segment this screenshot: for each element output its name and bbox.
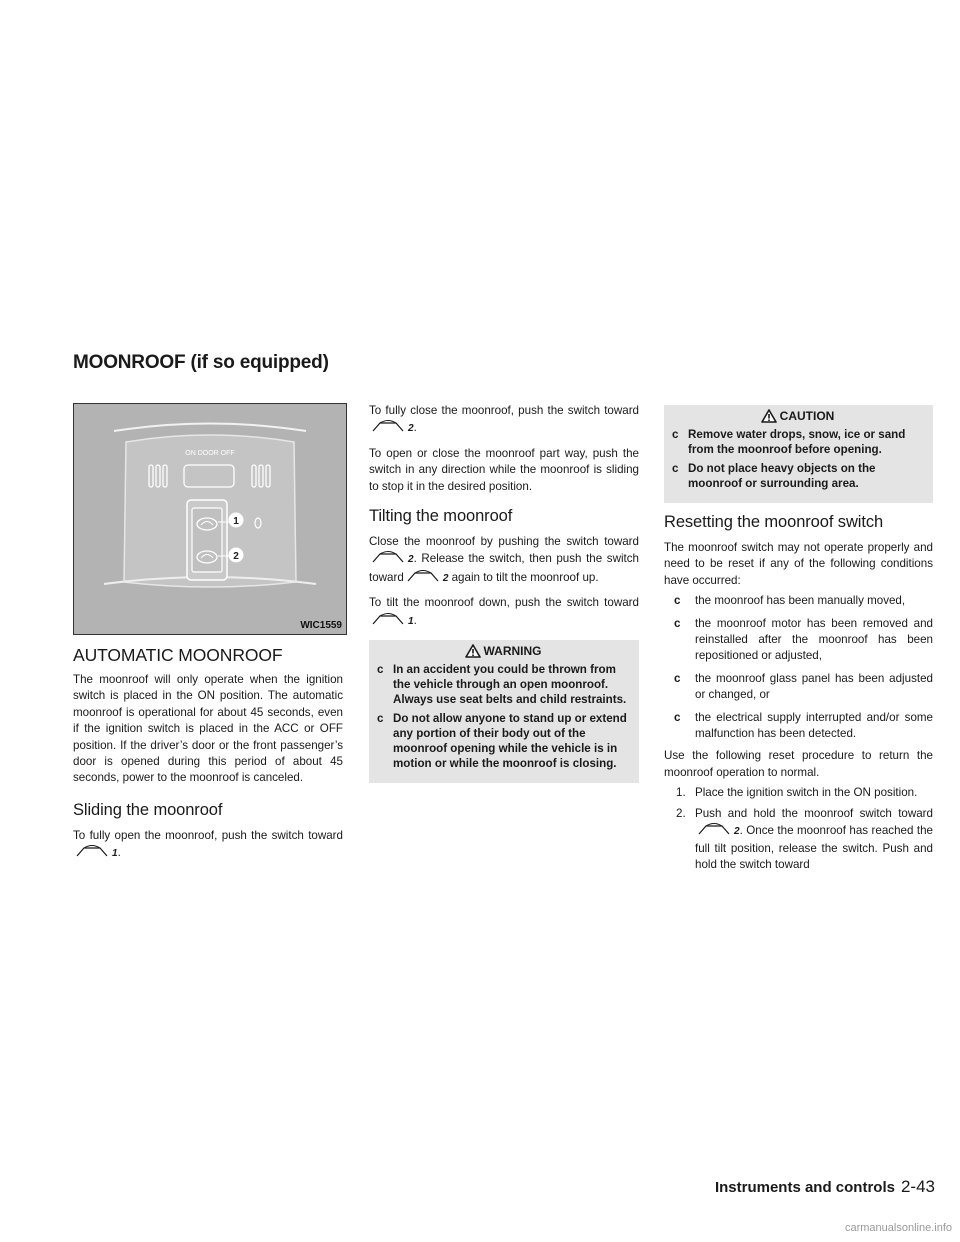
- caution-header: [672, 409, 923, 423]
- switch-labels-text: ON DOOR OFF: [185, 450, 235, 457]
- step-item: [664, 806, 933, 874]
- sliding-open-paragraph: [73, 828, 343, 863]
- tilting-heading: Tilting the moonroof: [369, 507, 513, 526]
- moonroof-switch-illustration: [74, 404, 346, 634]
- warning-triangle-icon: [465, 644, 481, 658]
- column-2: [369, 403, 639, 783]
- circle-number-1: 1: [408, 615, 414, 627]
- moonroof-slide-icon: [406, 569, 440, 583]
- circle-number-2: 2: [442, 572, 449, 584]
- watermark: carmanualsonline.info: [844, 1222, 952, 1234]
- reset-steps-list: [664, 785, 933, 873]
- page-footer: [715, 1177, 935, 1197]
- sliding-close-paragraph: [369, 403, 639, 438]
- circle-number-2: 2: [408, 554, 414, 566]
- sliding-partway-paragraph: To open or close the moonroof part way, push the switch in any direction while the moonroof is sliding to stop it in the desired position.: [369, 446, 639, 493]
- column-1: [73, 403, 343, 863]
- period: .: [413, 613, 417, 627]
- condition-item: c the moonroof motor has been removed and reinstalled after the moonroof has been repositioned or adjusted,: [664, 616, 933, 665]
- period: .: [413, 421, 417, 435]
- warning-header: [377, 644, 629, 658]
- caution-box: [664, 405, 933, 503]
- moonroof-tilt-icon: [75, 844, 109, 858]
- resetting-intro: The moonroof switch may not operate properly and need to be reset if any of the following conditions have occurred:: [664, 541, 933, 587]
- figure-label: WIC1559: [300, 620, 342, 631]
- moonroof-slide-icon: [697, 822, 731, 836]
- page-number: 2-43: [900, 1177, 935, 1196]
- tilting-up-text-a: Close the moonroof by pushing the switch toward: [369, 535, 639, 549]
- resetting-heading: Resetting the moonroof switch: [664, 513, 884, 531]
- section-title: MOONROOF (if so equipped): [73, 352, 329, 373]
- procedure-intro: Use the following reset procedure to return the moonroof operation to normal.: [664, 749, 933, 779]
- caution-item: c Do not place heavy objects on the moonroof or surrounding area.: [672, 461, 923, 491]
- footer-section: Instruments and controls: [714, 1179, 895, 1196]
- tilting-up-text-c: again to tilt the moonroof up.: [451, 570, 599, 584]
- step-text-post: . Once the moonroof has reached the full tilt position, release the switch. Push and hold the switch toward: [695, 824, 933, 871]
- sliding-heading: Sliding the moonroof: [73, 800, 223, 819]
- automatic-heading: AUTOMATIC MOONROOF: [73, 645, 283, 665]
- moonroof-slide-icon: [371, 419, 405, 433]
- column-3: [664, 403, 933, 877]
- tilting-up-paragraph: [369, 534, 639, 587]
- moonroof-switch-figure: [73, 403, 347, 635]
- step-number: 2.: [676, 806, 686, 820]
- step-text-pre: Push and hold the moonroof switch toward: [695, 806, 933, 820]
- moonroof-slide-icon: [371, 550, 405, 564]
- step-item: [664, 785, 933, 801]
- warning-item: c In an accident you could be thrown from the vehicle through an open moonroof. Always use seat belts and child restraints.: [377, 662, 629, 707]
- callout-1: 1: [233, 516, 239, 527]
- circle-number-2: 2: [408, 423, 414, 435]
- warning-item: c Do not allow anyone to stand up or extend any portion of their body out of the moonroof opening while the vehicle is in motion or while the moonroof is closing.: [377, 711, 629, 771]
- caution-title: CAUTION: [779, 409, 835, 423]
- condition-item: c the moonroof has been manually moved,: [664, 593, 933, 609]
- tilting-down-paragraph: [369, 595, 639, 630]
- circle-number-1: 1: [112, 848, 118, 860]
- caution-triangle-icon: [761, 409, 777, 423]
- caution-list: [672, 427, 923, 491]
- warning-box: [369, 640, 639, 783]
- period: .: [117, 846, 121, 860]
- moonroof-tilt-icon: [371, 612, 405, 626]
- warning-title: WARNING: [483, 644, 542, 659]
- caution-item: c Remove water drops, snow, ice or sand from the moonroof before opening.: [672, 427, 923, 457]
- sliding-close-text: To fully close the moonroof, push the switch toward: [369, 404, 639, 417]
- circle-number-2: 2: [734, 826, 740, 838]
- automatic-body: The moonroof will only operate when the ignition switch is placed in the ON position. The automatic moonroof is operational for about 45 seconds, even if the ignition switch is placed in the ACC or OFF position. If the driver’s door or the front passenger’s door is opened during this period of about 45 seconds, power to the moonroof is canceled.: [73, 673, 343, 785]
- warning-list: [377, 662, 629, 771]
- tilting-down-text: To tilt the moonroof down, push the switch toward: [369, 596, 639, 610]
- condition-item: c the moonroof glass panel has been adjusted or changed, or: [664, 671, 933, 704]
- step-number: 1.: [676, 786, 686, 800]
- tilting-up-text-b: . Release the switch, then push the switch toward: [369, 552, 639, 584]
- sliding-open-text: To fully open the moonroof, push the switch toward: [73, 828, 343, 842]
- callout-2: 2: [233, 551, 239, 562]
- step-text: Place the ignition switch in the ON position.: [695, 786, 918, 800]
- reset-conditions-list: [664, 593, 933, 742]
- condition-item: c the electrical supply interrupted and/or some malfunction has been detected.: [664, 710, 933, 743]
